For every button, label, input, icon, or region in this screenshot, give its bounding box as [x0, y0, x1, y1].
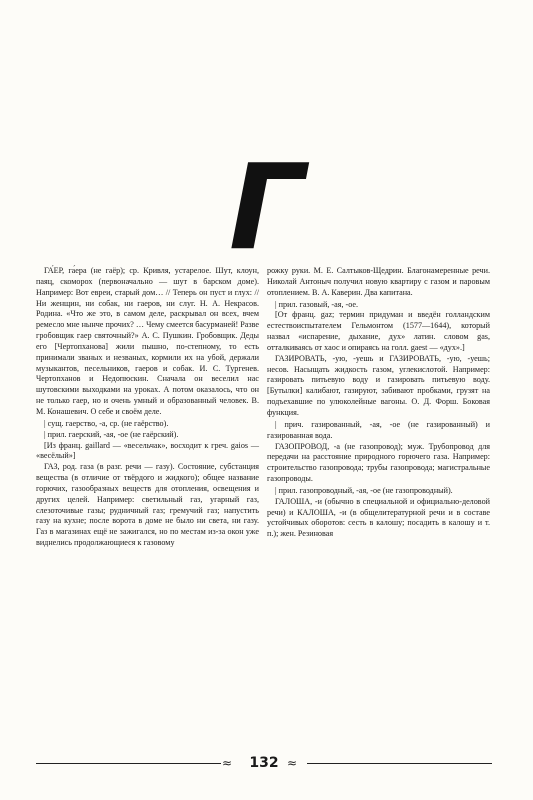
entry-gazoprovodniy: | прил. газопроводный, -ая, -ое (не газопроводный).: [275, 485, 453, 495]
etymology-gaer: [Из франц. gaillard — «весельчак», восходит к греч. gaios — «весёлый»]: [36, 440, 259, 461]
section-letter: Г: [228, 138, 305, 276]
entry-gaer: ГА́ЕР, га́ера (не гаёр); ср. Кривля, устарелое. Шут, клоун, паяц, скоморох (первоначально — шут в барском доме). Например: Вот евреи, старый дом… // Теперь он пуст и глух: // Ни женщин, ни собак, ни гаеров, ни слуг. Н. А. Некрасов. Родина. «Что же это, в самом деле, раскрывал он всех, вчем ремесло мне нынче прочих? … Чему смеется басурманей! Разве гробовщик гаер святочный?» А. С. Пушкин. Гробовщик. Деды его [Чертопханова] жили пышно, по-степному, то есть принимали званых и незваных, кормили их на убой, держали музыкантов, песельников, гаеров и собак. И. С. Тургенев. Чертопханов и Недопюскин. Сначала он веселил нас шутовскими выходками на уроках. А потом оказалось, что он не только гаер, но и очень умный и образованный человек. В. М. Конашевич. О себе и своём деле.: [36, 266, 259, 416]
page-footer: [36, 754, 492, 774]
entry-gazirovat: ГАЗИРОВАТЬ, -ую, -уешь и ГАЗИРОВАТЬ, -ую, -уешь; несов. Насыщать жидкость газом, углекислотой. Например: газировать питьевую воду и газировать питьевую воду. [Бутылки] калибают, газируют, забивают пробками, грузят на подъехавшие по улюколейные вагоны. О. Д. Форш. Боковая функция.: [267, 353, 490, 417]
footer-rule-right: [307, 763, 492, 764]
etymology-gaz: [От франц. gaz; термин придуман и введён голландским естествоиспытателем Гельмонтом (1577—1644), который назвал «испарение, дыхание, дух» латин. словом gas, отталкиваясь от хаос и опираясь на голл. gaest — «дух».]: [267, 310, 490, 352]
entry-gaerstvo: | сущ. гаерство, -а, ср. (не гаёрство).: [44, 418, 169, 428]
entry-gaz: ГАЗ, род. газа (в разг. речи — газу). Состояние, субстанция вещества (в отличие от твёрдого и жидкого); общее название горючих, газообразных веществ для отопления, освещения и других целей. Например: светильный газ, угарный газ, слезоточивые газы; рудничный газ; гремучий газ; напустить газу на кухне; после ворота в доме не было ни света, ни газу. Газ в магазинах ещё не зажигался, но по местам из-за окон уже виднелись продолжающиеся к газовому: [36, 462, 259, 548]
entry-gazirovanniy: | прич. газированный, -ая, -ое (не газированный) и газированная вода.: [267, 419, 490, 440]
entry-galosha: ГАЛОША, -и (обычно в специальной и официально-деловой речи) и КАЛОША, -и (в общелитературной речи и в составе устойчивых оборотов: сесть в калошу; посадить в калошу и т. п.); жен. Резиновая: [267, 496, 490, 539]
footer-rule-left: [36, 763, 221, 764]
entry-gaerskiy: | прил. гаерский, -ая, -ое (не гаёрский).: [44, 429, 179, 439]
page-number: 132: [249, 755, 279, 771]
right-column: [267, 266, 490, 541]
footer-ornament-left-icon: ≈: [222, 756, 233, 770]
left-column: [36, 266, 259, 550]
footer-ornament-right-icon: ≈: [287, 756, 298, 770]
entry-gazoviy: | прил. газовый, -ая, -ое.: [275, 299, 359, 309]
entry-gazoprovod: ГАЗОПРОВОД, -а (не газопровод); муж. Трубопровод для передачи на расстояние природного горючего газа. Например: строительство газопровода; трубы газопровода; магистральные газопроводы.: [267, 441, 490, 484]
entry-gaz-continued: рожку руки. М. Е. Салтыков-Щедрин. Благонамеренные речи. Николай Антоныч получил новую квартиру с газом и паровым отоплением. В. А. Каверин. Два капитана.: [267, 266, 490, 297]
